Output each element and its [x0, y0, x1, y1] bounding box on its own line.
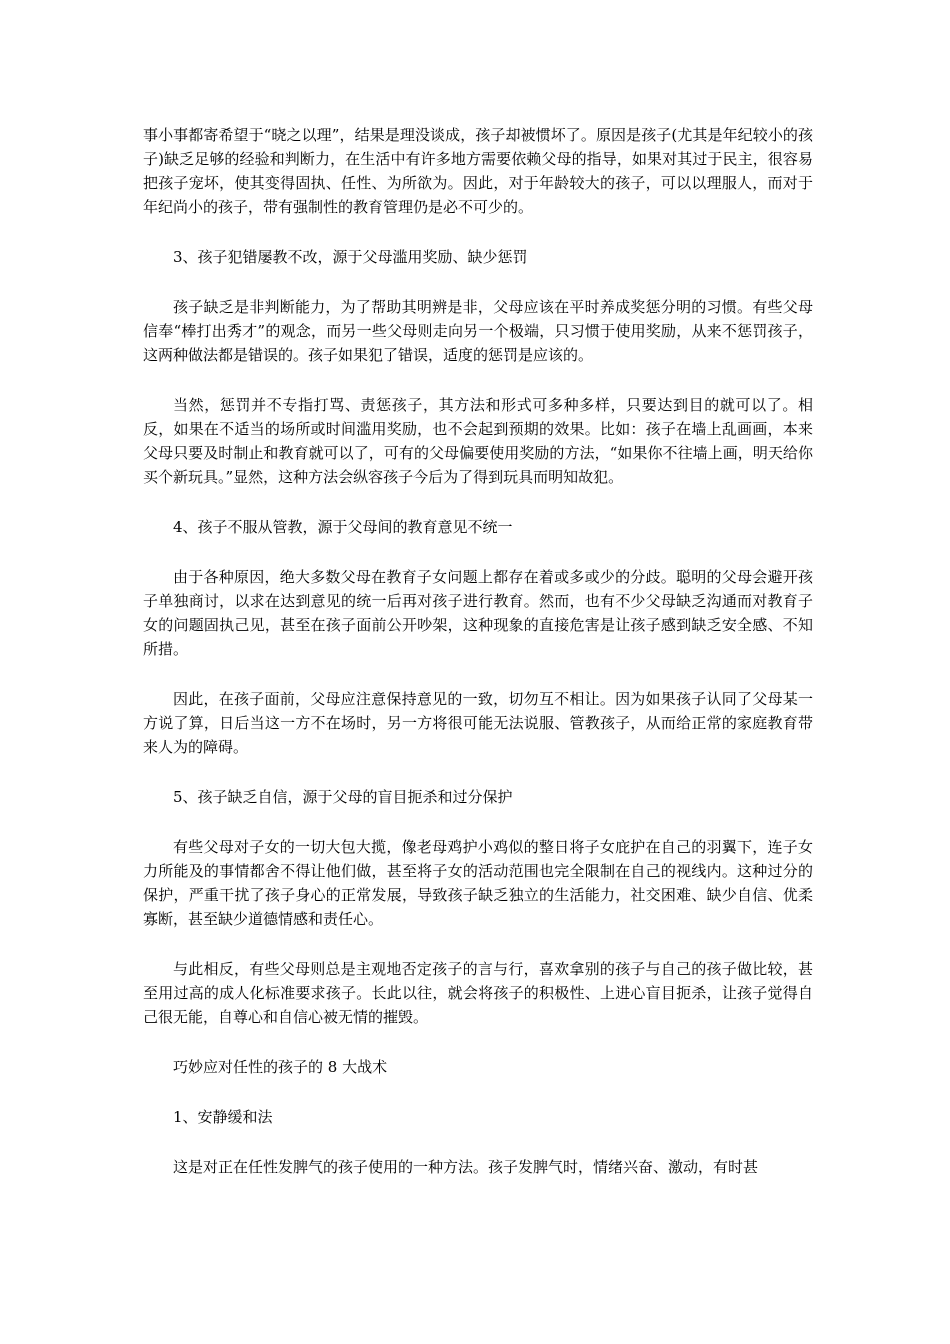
section-heading-4: 4、孩子不服从管教，源于父母间的教育意见不统一 — [173, 518, 513, 536]
section-heading-tactic-1: 1、安静缓和法 — [173, 1108, 273, 1126]
section-heading-tactics: 巧妙应对任性的孩子的 8 大战术 — [173, 1058, 388, 1076]
document-body — [143, 123, 813, 1205]
paragraph: 与此相反，有些父母则总是主观地否定孩子的言与行，喜欢拿别的孩子与自己的孩子做比较，甚至用过高的成人化标准要求孩子。长此以往，就会将孩子的积极性、上进心盲目扼杀，让孩子觉得自己很无能，自尊心和自信心被无情的摧毁。 — [143, 960, 813, 1026]
paragraph: 有些父母对子女的一切大包大揽，像老母鸡护小鸡似的整日将子女庇护在自己的羽翼下，连子女力所能及的事情都舍不得让他们做，甚至将子女的活动范围也完全限制在自己的视线内。这种过分的保护，严重干扰了孩子身心的正常发展，导致孩子缺乏独立的生活能力，社交困难、缺少自信、优柔寡断，甚至缺少道德情感和责任心。 — [143, 838, 813, 928]
section-heading-5: 5、孩子缺乏自信，源于父母的盲目扼杀和过分保护 — [173, 788, 513, 806]
paragraph: 这是对正在任性发脾气的孩子使用的一种方法。孩子发脾气时，情绪兴奋、激动，有时甚 — [173, 1158, 759, 1176]
paragraph: 由于各种原因，绝大多数父母在教育子女问题上都存在着或多或少的分歧。聪明的父母会避开孩子单独商讨，以求在达到意见的统一后再对孩子进行教育。然而，也有不少父母缺乏沟通而对教育子女的问题固执己见，甚至在孩子面前公开吵架，这种现象的直接危害是让孩子感到缺乏安全感、不知所措。 — [143, 568, 813, 658]
section-heading-3: 3、孩子犯错屡教不改，源于父母滥用奖励、缺少惩罚 — [173, 248, 528, 266]
paragraph: 孩子缺乏是非判断能力，为了帮助其明辨是非，父母应该在平时养成奖惩分明的习惯。有些父母信奉“棒打出秀才”的观念，而另一些父母则走向另一个极端，只习惯于使用奖励，从来不惩罚孩子，这两种做法都是错误的。孩子如果犯了错误，适度的惩罚是应该的。 — [143, 298, 813, 364]
paragraph: 因此，在孩子面前，父母应注意保持意见的一致，切勿互不相让。因为如果孩子认同了父母某一方说了算，日后当这一方不在场时，另一方将很可能无法说服、管教孩子，从而给正常的家庭教育带来人为的障碍。 — [143, 690, 813, 756]
paragraph: 当然，惩罚并不专指打骂、责惩孩子，其方法和形式可多种多样，只要达到目的就可以了。相反，如果在不适当的场所或时间滥用奖励，也不会起到预期的效果。比如：孩子在墙上乱画画，本来父母只要及时制止和教育就可以了，可有的父母偏要使用奖励的方法，“如果你不往墙上画，明天给你买个新玩具。”显然，这种方法会纵容孩子今后为了得到玩具而明知故犯。 — [143, 396, 813, 486]
paragraph-intro: 事小事都寄希望于“晓之以理”，结果是理没谈成，孩子却被惯坏了。原因是孩子(尤其是年纪较小的孩子)缺乏足够的经验和判断力，在生活中有许多地方需要依赖父母的指导，如果对其过于民主，很容易把孩子宠坏，使其变得固执、任性、为所欲为。因此，对于年龄较大的孩子，可以以理服人，而对于年纪尚小的孩子，带有强制性的教育管理仍是必不可少的。 — [143, 126, 813, 216]
